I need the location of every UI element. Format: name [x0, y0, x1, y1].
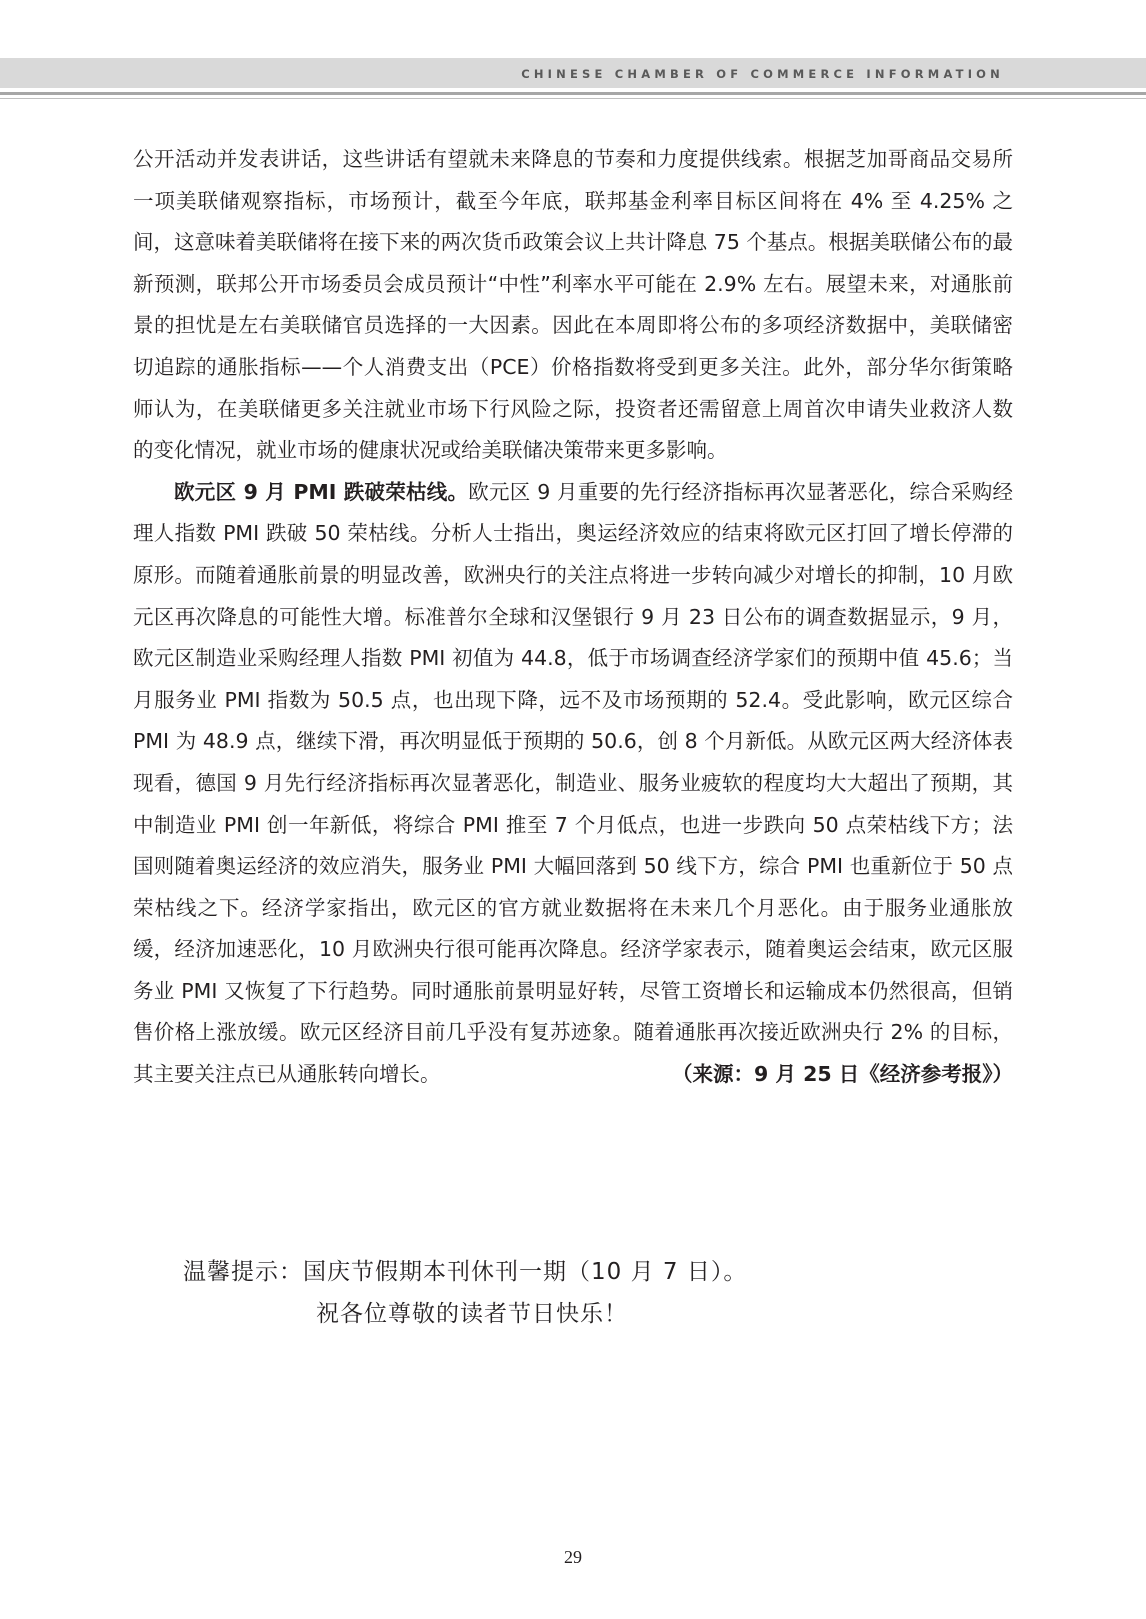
- holiday-notice: [183, 1251, 747, 1335]
- header-divider-thin: [0, 98, 1146, 99]
- paragraph-1: 公开活动并发表讲话，这些讲话有望就未来降息的节奏和力度提供线索。根据芝加哥商品交易所一项美联储观察指标，市场预计，截至今年底，联邦基金利率目标区间将在 4% 至 4.25% 之间，这意味着美联储将在接下来的两次货币政策会议上共计降息 75 个基点。根据美联储公布的最新预测，联邦公开市场委员会成员预计“中性”利率水平可能在 2.9% 左右。展望未来，对通胀前景的担忧是左右美联储官员选择的一大因素。因此在本周即将公布的多项经济数据中，美联储密切追踪的通胀指标——个人消费支出（PCE）价格指数将受到更多关注。此外，部分华尔街策略师认为，在美联储更多关注就业市场下行风险之际，投资者还需留意上周首次申请失业救济人数的变化情况，就业市场的健康状况或给美联储决策带来更多影响。: [133, 147, 1013, 463]
- page-number: 29: [564, 1547, 582, 1567]
- article-body: [133, 139, 1013, 1096]
- notice-line-1: 温馨提示：国庆节假期本刊休刊一期（10 月 7 日）。: [183, 1259, 748, 1285]
- article-source: （来源：9 月 25 日《经济参考报》）: [672, 1062, 1013, 1087]
- header-divider: [0, 92, 1146, 95]
- notice-line-2: 祝各位尊敬的读者节日快乐！: [316, 1301, 628, 1327]
- paragraph-2-body: 欧元区 9 月重要的先行经济指标再次显著恶化，综合采购经理人指数 PMI 跌破 50 荣枯线。分析人士指出，奥运经济效应的结束将欧元区打回了增长停滞的原形。而随着通胀前景的明显改善，欧洲央行的关注点将进一步转向减少对增长的抑制，10 月欧元区再次降息的可能性大增。标准普尔全球和汉堡银行 9 月 23 日公布的调查数据显示，9 月，欧元区制造业采购经理人指数 PMI 初值为 44.8，低于市场调查经济学家们的预期中值 45.6；当月服务业 PMI 指数为 50.5 点，也出现下降，远不及市场预期的 52.4。受此影响，欧元区综合 PMI 为 48.9 点，继续下滑，再次明显低于预期的 50.6，创 8 个月新低。从欧元区两大经济体表现看，德国 9 月先行经济指标再次显著恶化，制造业、服务业疲软的程度均大大超出了预期，其中制造业 PMI 创一年新低，将综合 PMI 推至 7 个月低点，也进一步跌向 50 点荣枯线下方；法国则随着奥运经济的效应消失，服务业 PMI 大幅回落到 50 线下方，综合 PMI 也重新位于 50 点荣枯线之下。经济学家指出，欧元区的官方就业数据将在未来几个月恶化。由于服务业通胀放缓，经济加速恶化，10 月欧洲央行很可能再次降息。经济学家表示，随着奥运会结束，欧元区服务业 PMI 又恢复了下行趋势。同时通胀前景明显好转，尽管工资增长和运输成本仍然很高，但销售价格上涨放缓。欧元区经济目前几乎没有复苏迹象。随着通胀再次接近欧洲央行 2% 的目标，其主要关注点已从通胀转向增长。: [133, 479, 1013, 1087]
- paragraph-2: [133, 472, 1013, 1096]
- paragraph-2-lead: 欧元区 9 月 PMI 跌破荣枯线。: [174, 479, 469, 504]
- publication-title: CHINESE CHAMBER OF COMMERCE INFORMATION: [521, 67, 1004, 81]
